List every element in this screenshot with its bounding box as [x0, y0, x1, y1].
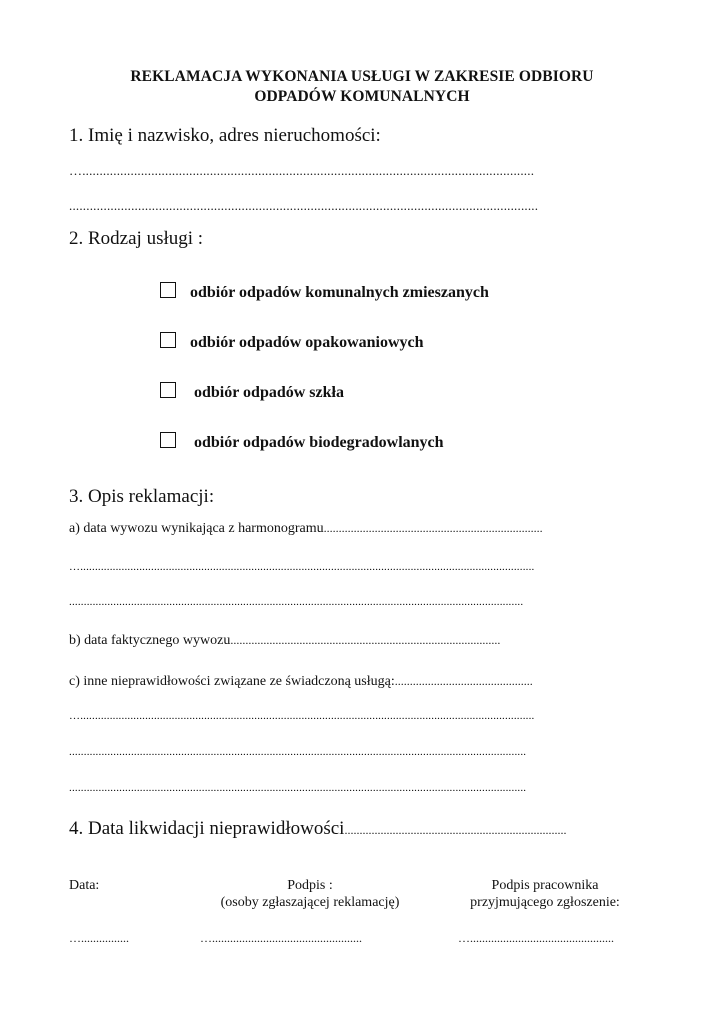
- section3-c-fill-line1[interactable]: …..........................................................................................................................................................: [69, 710, 535, 722]
- section3-b-row: [69, 633, 654, 649]
- document-title-line2: ODPADÓW KOMUNALNYCH: [254, 88, 470, 105]
- section3-c-fill-line3[interactable]: ...........................................................................................................................................................: [69, 782, 527, 794]
- section1-heading: 1. Imię i nazwisko, adres nieruchomości:: [69, 125, 381, 146]
- section3-a-fill-line1[interactable]: …..........................................................................................................................................................: [69, 561, 535, 573]
- section3-a-fill[interactable]: .........................................................................: [323, 521, 543, 535]
- section2-heading: 2. Rodzaj usługi :: [69, 228, 204, 249]
- section4-heading: 4. Data likwidacji nieprawidłowości: [69, 818, 345, 839]
- option-biodegradable-waste-label: odbiór odpadów biodegradowlanych: [194, 434, 444, 451]
- checkbox-mixed-waste[interactable]: [160, 282, 176, 298]
- section1-fill-line1[interactable]: …...................................................................................................................................: [69, 163, 535, 178]
- footer-date-label: Data:: [69, 878, 100, 893]
- section3-heading: 3. Opis reklamacji:: [69, 486, 215, 507]
- document-title-line1: REKLAMACJA WYKONANIA USŁUGI W ZAKRESIE ODBIORU: [130, 68, 594, 85]
- checkbox-packaging-waste[interactable]: [160, 332, 176, 348]
- footer-employee-label: Podpis pracownika: [491, 878, 599, 893]
- section3-a-fill-line2[interactable]: ..........................................................................................................................................................: [69, 596, 524, 608]
- footer-employee-sublabel: przyjmującego zgłoszenie:: [470, 895, 620, 910]
- section1-fill-line2[interactable]: ........................................................................................................................................: [69, 198, 539, 213]
- checkbox-glass-waste[interactable]: [160, 382, 176, 398]
- section3-b-label: b) data faktycznego wywozu: [69, 633, 231, 648]
- section3-a-row: [69, 521, 654, 537]
- section3-c-fill-line2[interactable]: ...........................................................................................................................................................: [69, 746, 527, 758]
- footer-signature-fill[interactable]: …..................................................: [200, 931, 362, 945]
- footer-employee-fill[interactable]: …................................................: [458, 931, 614, 945]
- footer-signature-label: Podpis :: [287, 878, 333, 893]
- section3-c-fill[interactable]: ..............................................: [394, 674, 533, 688]
- section4-fill[interactable]: ..........................................................................: [344, 823, 567, 837]
- footer-signature-sublabel: (osoby zgłaszającej reklamację): [220, 895, 400, 910]
- section3-b-fill[interactable]: ..........................................................................................: [230, 633, 501, 647]
- checkbox-biodegradable-waste[interactable]: [160, 432, 176, 448]
- section3-c-row: [69, 674, 654, 690]
- section3-c-label: c) inne nieprawidłowości związane ze świadczoną usługą:: [69, 674, 395, 689]
- option-mixed-waste-label: odbiór odpadów komunalnych zmieszanych: [190, 284, 489, 301]
- section4-row: [69, 818, 654, 840]
- option-packaging-waste-label: odbiór odpadów opakowaniowych: [190, 334, 424, 351]
- option-glass-waste-label: odbiór odpadów szkła: [194, 384, 344, 401]
- footer-date-fill[interactable]: …................: [69, 931, 129, 945]
- section3-a-label: a) data wywozu wynikająca z harmonogramu: [69, 521, 324, 536]
